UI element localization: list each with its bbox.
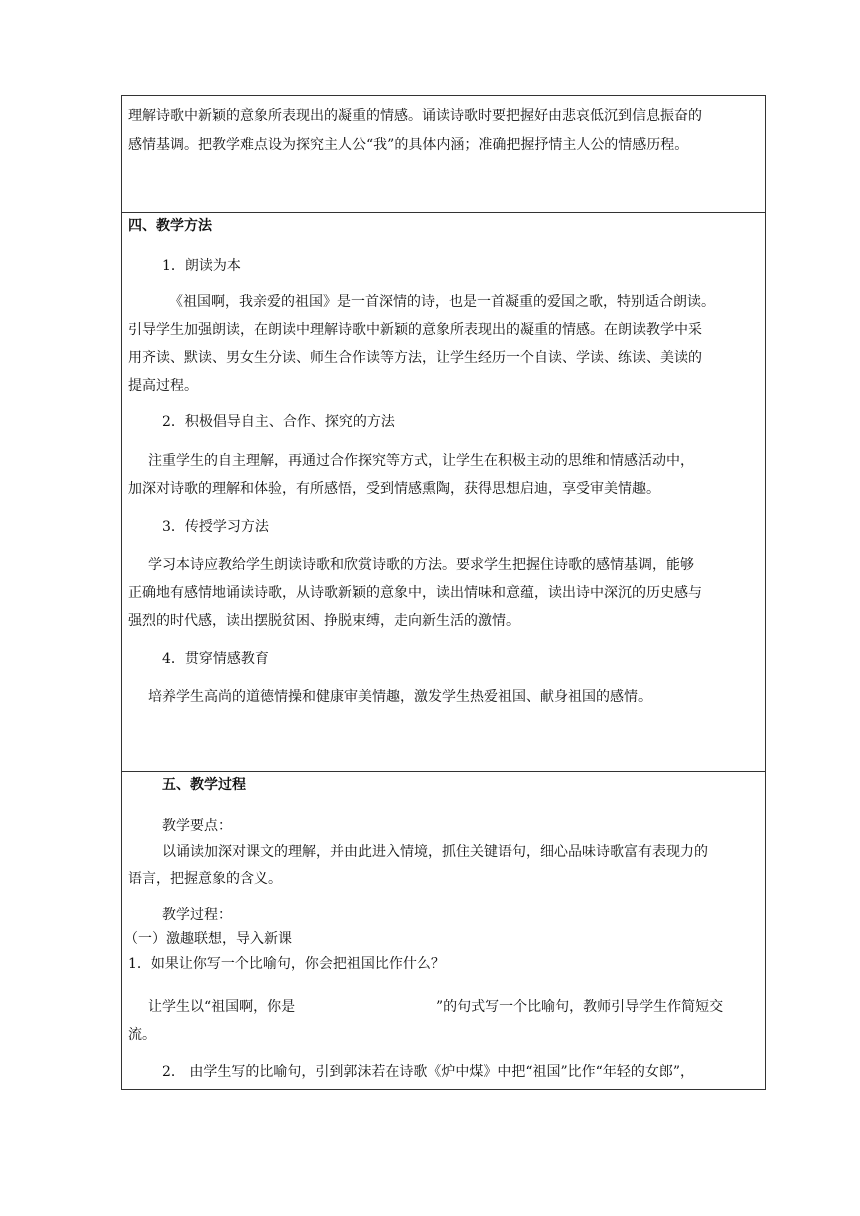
step-title: （一）激趣联想，导入新课: [124, 931, 292, 947]
paragraph-line: 加深对诗歌的理解和体验，有所感悟，受到情感熏陶，获得思想启迪，享受审美情趣。: [128, 481, 660, 497]
paragraph-line: 感情基调。把教学难点设为探究主人公“我”的具体内涵；准确把握抒情主人公的情感历程。: [128, 137, 689, 153]
paragraph-line: 流。: [128, 1027, 156, 1043]
lesson-plan-table: [121, 95, 766, 1090]
paragraph-line: 让学生以“祖国啊，你是: [148, 999, 296, 1015]
paragraph-line: 注重学生的自主理解，再通过合作探究等方式，让学生在积极主动的思维和情感活动中，: [148, 453, 694, 469]
paragraph-line: ”的句式写一个比喻句，教师引导学生作简短交: [436, 999, 724, 1015]
item-title: 3．传授学习方法: [162, 519, 269, 535]
table-row-teaching-difficulty: [122, 96, 765, 212]
paragraph-line: 提高过程。: [128, 378, 198, 394]
paragraph-line: 培养学生高尚的道德情操和健康审美情趣，激发学生热爱祖国、献身祖国的感情。: [148, 689, 652, 705]
table-row-teaching-methods: [122, 213, 765, 771]
item-title: 1．朗读为本: [162, 258, 241, 274]
label-text: 教学过程：: [162, 907, 232, 923]
section-heading: 五、教学过程: [162, 777, 246, 793]
paragraph-line: 理解诗歌中新颖的意象所表现出的凝重的情感。诵读诗歌时要把握好由悲哀低沉到信息振奋的: [128, 108, 702, 124]
paragraph-line: 正确地有感情地诵读诗歌，从诗歌新颖的意象中，读出情味和意蕴，读出诗中深沉的历史感与: [128, 585, 702, 601]
paragraph-line: 用齐读、默读、男女生分读、师生合作读等方法，让学生经历一个自读、学读、练读、美读的: [128, 350, 702, 366]
paragraph-line: 强烈的时代感，读出摆脱贫困、挣脱束缚，走向新生活的激情。: [128, 613, 520, 629]
section-heading: 四、教学方法: [128, 218, 212, 234]
paragraph-line: 以诵读加深对课文的理解，并由此进入情境，抓住关键语句，细心品味诗歌富有表现力的: [162, 844, 708, 860]
paragraph-line: 学习本诗应教给学生朗读诗歌和欣赏诗歌的方法。要求学生把握住诗歌的感情基调，能够: [148, 557, 694, 573]
paragraph-line: 《祖国啊，我亲爱的祖国》是一首深情的诗，也是一首凝重的爱国之歌，特别适合朗读。: [169, 294, 715, 310]
paragraph-line: 引导学生加强朗读，在朗读中理解诗歌中新颖的意象所表现出的凝重的情感。在朗读教学中采: [128, 322, 702, 338]
paragraph-line: 语言，把握意象的含义。: [128, 871, 282, 887]
item-title: 2．积极倡导自主、合作、探究的方法: [162, 414, 395, 430]
item-title: 4．贯穿情感教育: [162, 651, 269, 667]
question-line: 1．如果让你写一个比喻句，你会把祖国比作什么？: [128, 956, 445, 972]
table-row-teaching-process: [122, 772, 765, 1090]
question-line: 2． 由学生写的比喻句，引到郭沫若在诗歌《炉中煤》中把“祖国”比作“年轻的女郎”，: [162, 1064, 694, 1080]
label-text: 教学要点：: [162, 818, 232, 834]
